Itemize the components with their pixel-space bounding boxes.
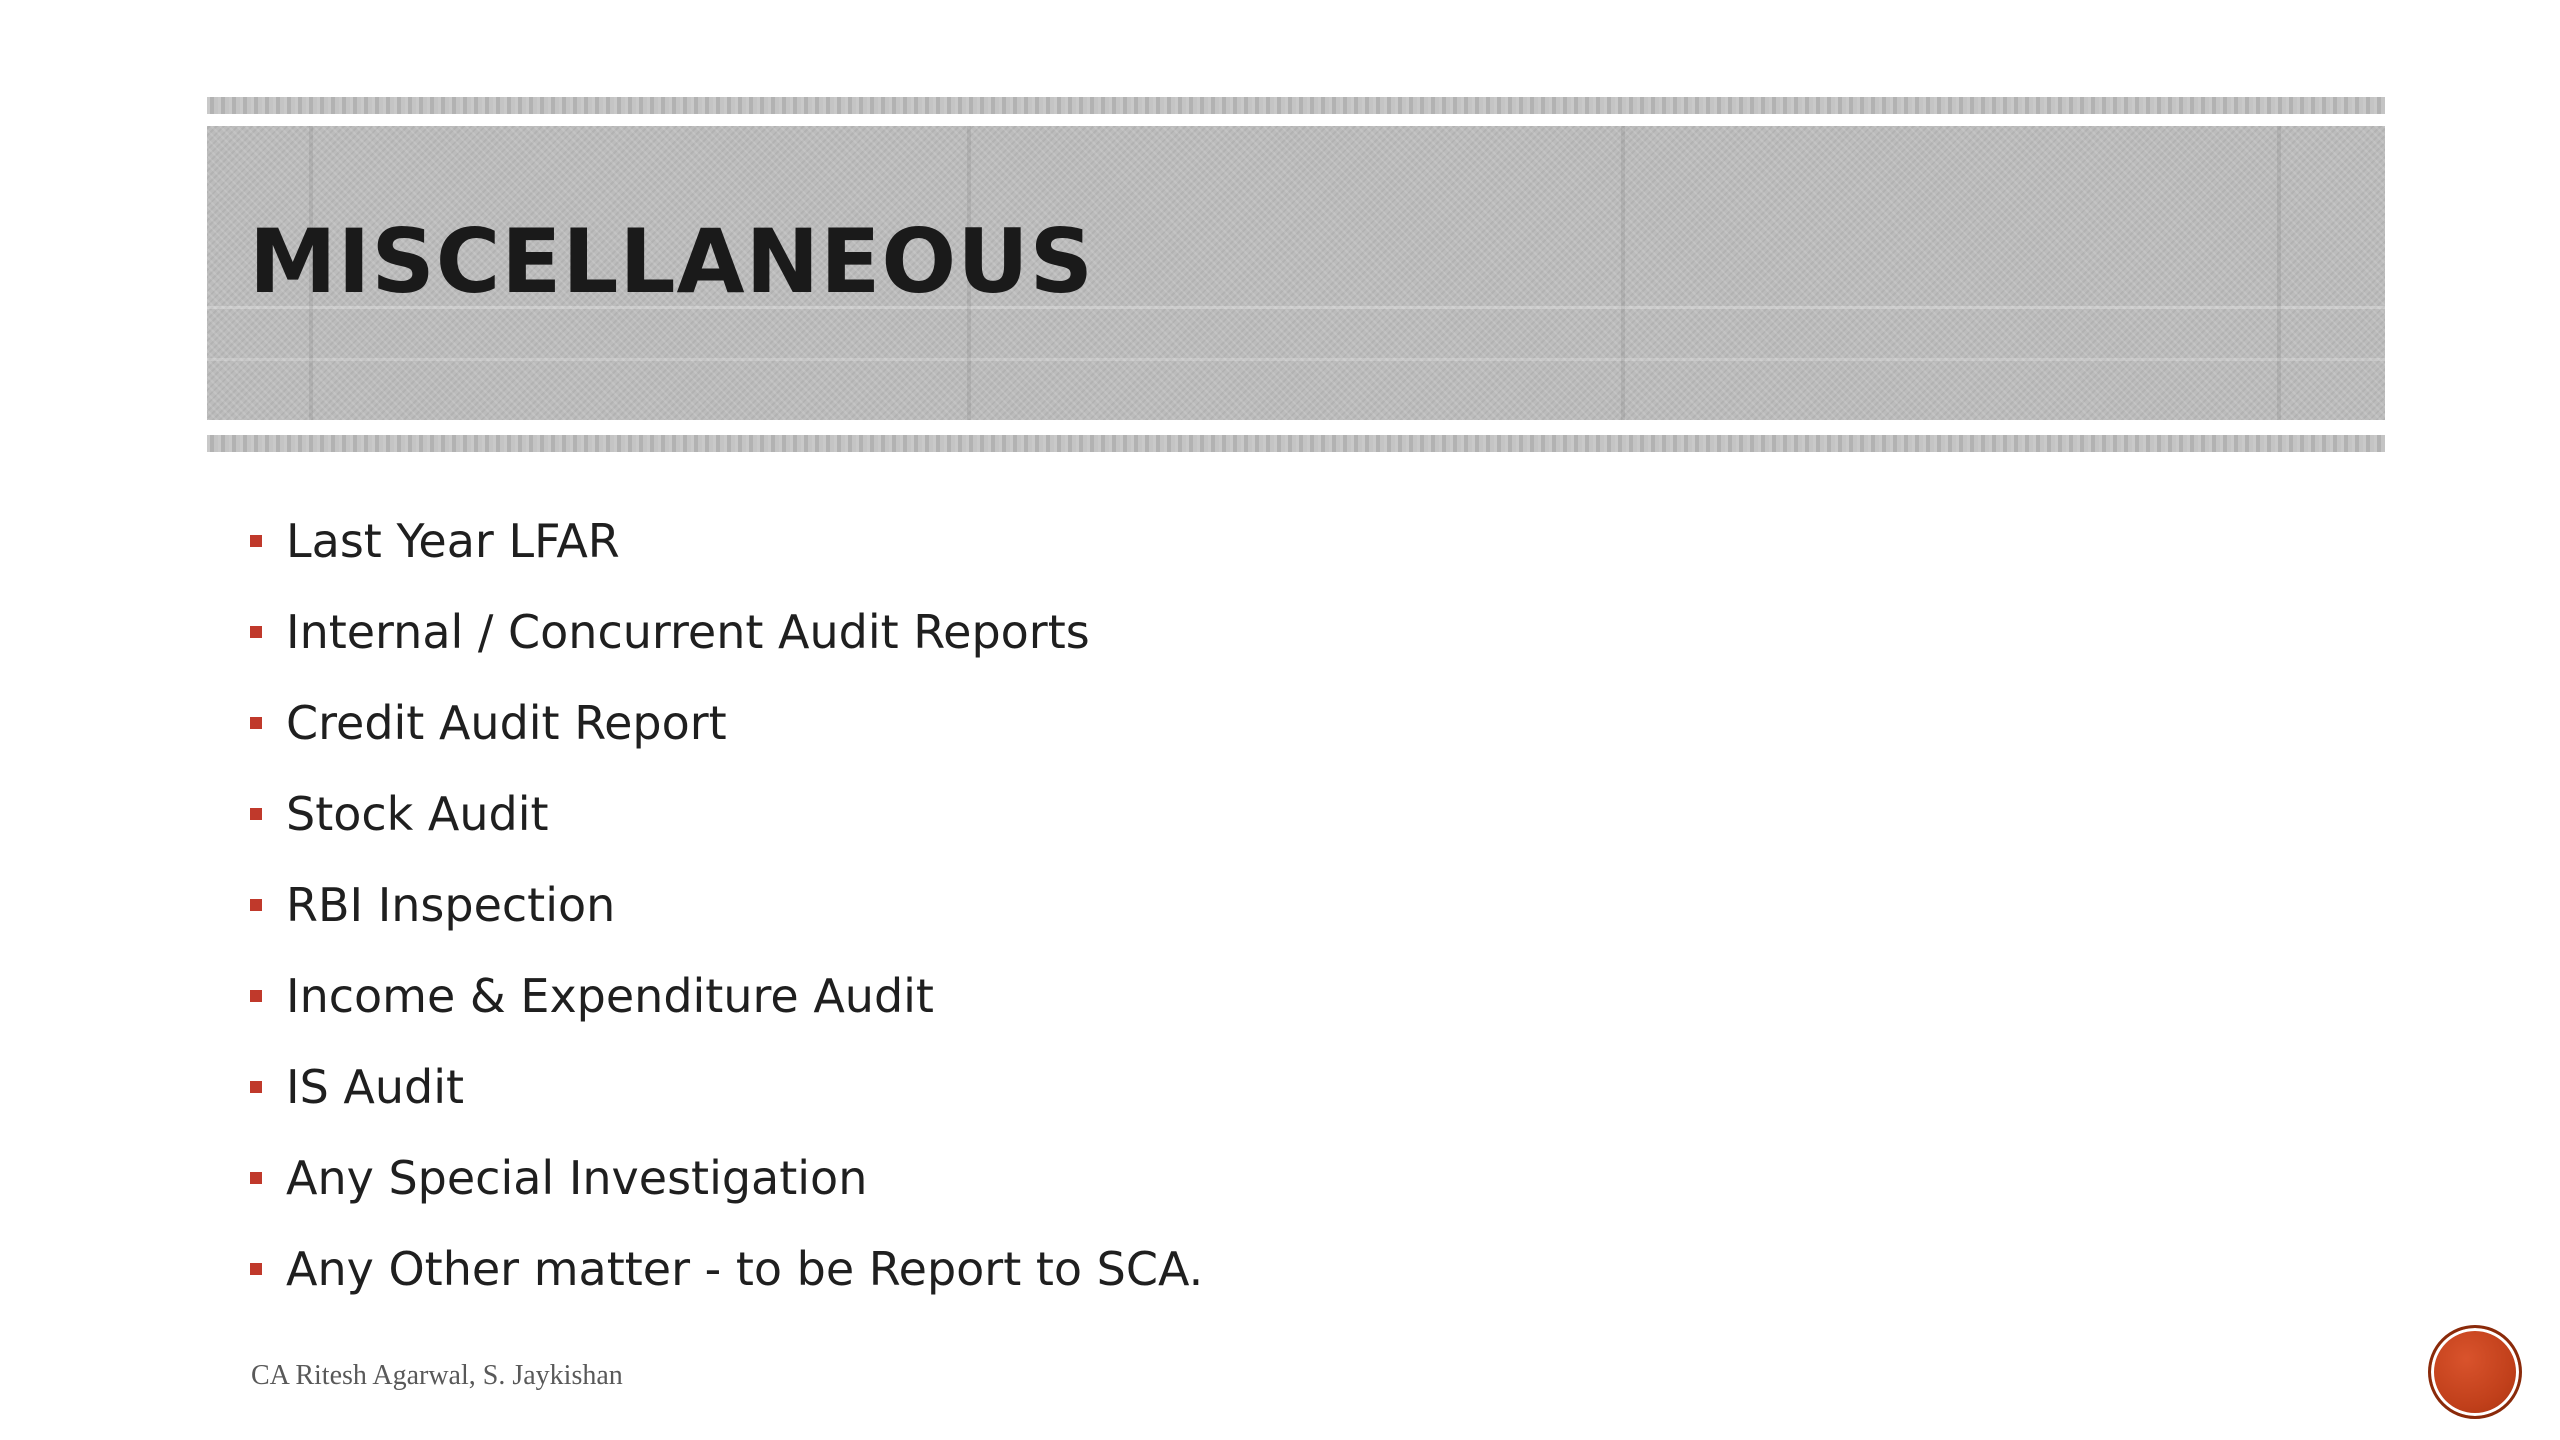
title-band-bottom-stripe (207, 435, 2385, 452)
square-bullet-icon (250, 535, 262, 547)
square-bullet-icon (250, 1081, 262, 1093)
bullet-text: RBI Inspection (286, 877, 616, 932)
title-band (207, 97, 2385, 452)
bullet-text: Credit Audit Report (286, 695, 727, 750)
bullet-text: Stock Audit (286, 786, 549, 841)
square-bullet-icon (250, 717, 262, 729)
square-bullet-icon (250, 899, 262, 911)
list-item (250, 495, 1203, 586)
list-item (250, 768, 1203, 859)
bullet-text: IS Audit (286, 1059, 465, 1114)
bullet-text: Any Other matter - to be Report to SCA. (286, 1241, 1204, 1296)
list-item (250, 1223, 1203, 1314)
slide-footer: CA Ritesh Agarwal, S. Jaykishan (251, 1360, 623, 1391)
square-bullet-icon (250, 1172, 262, 1184)
bullet-text: Last Year LFAR (286, 513, 620, 568)
bullet-list (250, 495, 1203, 1314)
list-item (250, 586, 1203, 677)
list-item (250, 859, 1203, 950)
list-item (250, 677, 1203, 768)
slide-title: MISCELLANEOUS (249, 210, 1095, 313)
list-item (250, 1132, 1203, 1223)
square-bullet-icon (250, 990, 262, 1002)
bullet-text: Internal / Concurrent Audit Reports (286, 604, 1090, 659)
square-bullet-icon (250, 808, 262, 820)
page-number-badge (2428, 1325, 2522, 1419)
title-band-texture (207, 126, 2385, 420)
list-item (250, 1041, 1203, 1132)
title-band-top-stripe (207, 97, 2385, 114)
square-bullet-icon (250, 626, 262, 638)
bullet-text: Any Special Investigation (286, 1150, 868, 1205)
list-item (250, 950, 1203, 1041)
bullet-text: Income & Expenditure Audit (286, 968, 934, 1023)
square-bullet-icon (250, 1263, 262, 1275)
